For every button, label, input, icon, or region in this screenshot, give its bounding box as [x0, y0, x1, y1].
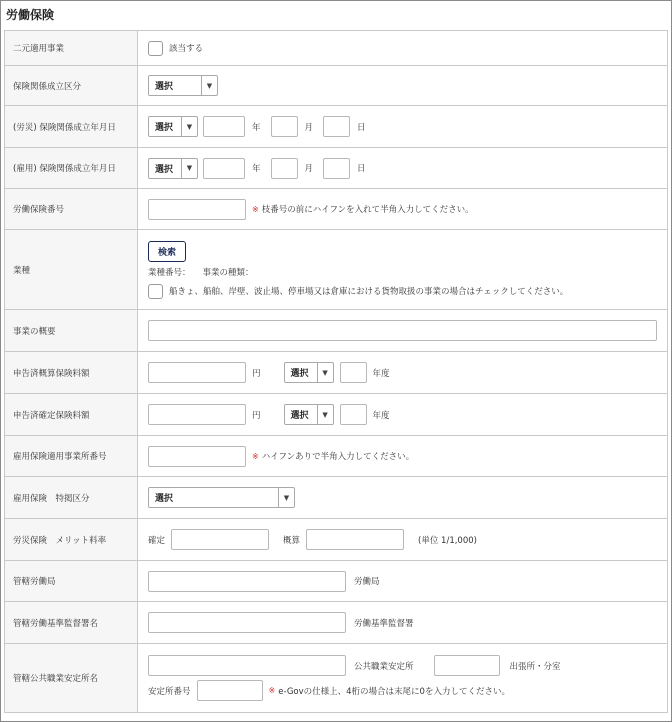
label-inspection-office: 管轄労働基準監督署名	[5, 602, 138, 644]
month-unit-label: 月	[304, 122, 314, 133]
label-overview: 事業の概要	[5, 310, 138, 352]
label-labor-bureau: 管轄労働局	[5, 561, 138, 602]
overview-input[interactable]	[148, 320, 657, 341]
required-mark: ※	[252, 451, 259, 461]
branch-office-input[interactable]	[434, 655, 500, 676]
merit-estimate-input[interactable]	[306, 529, 404, 550]
row-koyou-date	[5, 148, 668, 189]
label-labor-no: 労働保険番号	[5, 189, 138, 230]
required-mark: ※	[268, 686, 276, 695]
month-unit-label: 月	[304, 164, 314, 174]
section-title: 労働保険	[6, 8, 55, 22]
branch-office-suffix: 出張所・分室	[509, 661, 561, 672]
rousai-era-select[interactable]	[148, 116, 198, 137]
label-rousai-date: (労災) 保険関係成立年月日	[5, 106, 138, 148]
labor-bureau-input[interactable]	[148, 571, 346, 592]
fiscal-year-unit-label: 年度	[372, 410, 390, 421]
office-code-label: 安定所番号	[148, 686, 191, 697]
est-premium-amount-input[interactable]	[148, 362, 246, 383]
koyou-era-select-value: 選択	[155, 164, 174, 175]
office-code-note: e-Govの仕様上、4桁の場合は末尾に0を入力してください。	[278, 686, 510, 697]
row-industry	[5, 230, 668, 310]
day-unit-label: 日	[357, 164, 366, 174]
label-est-premium: 申告済概算保険料額	[5, 352, 138, 394]
chevron-down-icon: ▼	[181, 159, 197, 178]
label-final-premium: 申告済確定保険料額	[5, 394, 138, 436]
koyou-day-input[interactable]	[323, 158, 350, 179]
labor-no-note: 枝番号の前にハイフンを入れて半角入力してください。	[261, 205, 474, 215]
inspection-office-input[interactable]	[148, 612, 346, 633]
row-overview	[5, 310, 668, 352]
label-merit-rate: 労災保険 メリット料率	[5, 519, 138, 561]
koyou-era-select[interactable]	[148, 158, 198, 179]
yen-unit-label: 円	[252, 410, 261, 421]
koyou-month-input[interactable]	[271, 158, 298, 179]
row-labor-no	[5, 189, 668, 230]
yen-unit-label: 円	[252, 368, 261, 379]
koyou-year-input[interactable]	[203, 158, 245, 179]
industry-search-button[interactable]: 検索	[148, 241, 186, 262]
est-category-select-value: 選択	[155, 82, 174, 92]
emp-office-no-note: ハイフンありで半角入力してください。	[261, 452, 415, 462]
emp-office-no-input[interactable]	[148, 446, 246, 467]
cargo-handling-checkbox[interactable]	[148, 284, 163, 299]
labor-insurance-form	[4, 30, 668, 713]
merit-fixed-label: 確定	[148, 535, 166, 546]
chevron-down-icon: ▼	[278, 488, 294, 507]
rousai-era-select-value: 選択	[155, 123, 174, 133]
merit-fixed-input[interactable]	[171, 529, 269, 550]
est-premium-fiscal-year-input[interactable]	[340, 362, 367, 383]
final-premium-fiscal-year-input[interactable]	[340, 404, 367, 425]
final-premium-amount-input[interactable]	[148, 404, 246, 425]
chevron-down-icon: ▼	[181, 117, 197, 136]
industry-type-label: 事業の種類：	[202, 267, 254, 278]
label-emp-special: 雇用保険 特掲区分	[5, 477, 138, 519]
dual-checkbox[interactable]	[148, 41, 163, 56]
est-premium-era-select[interactable]	[284, 362, 334, 383]
row-inspection-office	[5, 602, 668, 644]
chevron-down-icon: ▼	[317, 363, 333, 382]
row-emp-special	[5, 477, 668, 519]
row-employment-office	[5, 644, 668, 713]
year-unit-label: 年	[252, 164, 261, 174]
label-industry: 業種	[5, 230, 138, 310]
label-est-category: 保険関係成立区分	[5, 66, 138, 106]
fiscal-year-unit-label: 年度	[372, 368, 390, 379]
dual-checkbox-label: 該当する	[169, 44, 204, 54]
employment-office-suffix: 公共職業安定所	[354, 661, 414, 672]
label-koyou-date: (雇用) 保険関係成立年月日	[5, 148, 138, 189]
inspection-office-suffix: 労働基準監督署	[354, 618, 414, 629]
row-est-category	[5, 66, 668, 106]
row-rousai-date	[5, 106, 668, 148]
row-emp-office-no	[5, 436, 668, 477]
merit-unit-label: (単位 1/1,000)	[418, 535, 477, 546]
row-merit-rate	[5, 519, 668, 561]
employment-office-input[interactable]	[148, 655, 346, 676]
est-premium-era-select-value: 選択	[290, 369, 309, 379]
rousai-day-input[interactable]	[323, 116, 350, 137]
emp-special-select-value: 選択	[155, 494, 174, 504]
row-labor-bureau	[5, 561, 668, 602]
chevron-down-icon: ▼	[201, 76, 217, 95]
labor-no-input[interactable]	[148, 199, 246, 220]
merit-estimate-label: 概算	[283, 535, 301, 546]
label-emp-office-no: 雇用保険適用事業所番号	[5, 436, 138, 477]
row-dual	[5, 31, 668, 66]
final-premium-era-select[interactable]	[284, 404, 334, 425]
cargo-handling-text: 船きょ、船舶、岸壁、波止場、停車場又は倉庫における貨物取扱の事業の場合はチェックしてください。	[169, 287, 569, 297]
est-category-select[interactable]	[148, 75, 218, 96]
rousai-year-input[interactable]	[203, 116, 245, 137]
label-dual: 二元適用事業	[5, 31, 138, 66]
row-est-premium	[5, 352, 668, 394]
office-code-input[interactable]	[197, 680, 263, 701]
emp-special-select[interactable]	[148, 487, 295, 508]
day-unit-label: 日	[357, 122, 366, 133]
row-final-premium	[5, 394, 668, 436]
industry-code-label: 業種番号：	[148, 267, 191, 278]
label-employment-office: 管轄公共職業安定所名	[5, 644, 138, 713]
required-mark: ※	[252, 204, 259, 214]
year-unit-label: 年	[252, 122, 261, 133]
labor-bureau-suffix: 労働局	[354, 577, 380, 587]
rousai-month-input[interactable]	[271, 116, 298, 137]
final-premium-era-select-value: 選択	[290, 411, 309, 421]
chevron-down-icon: ▼	[317, 405, 333, 424]
